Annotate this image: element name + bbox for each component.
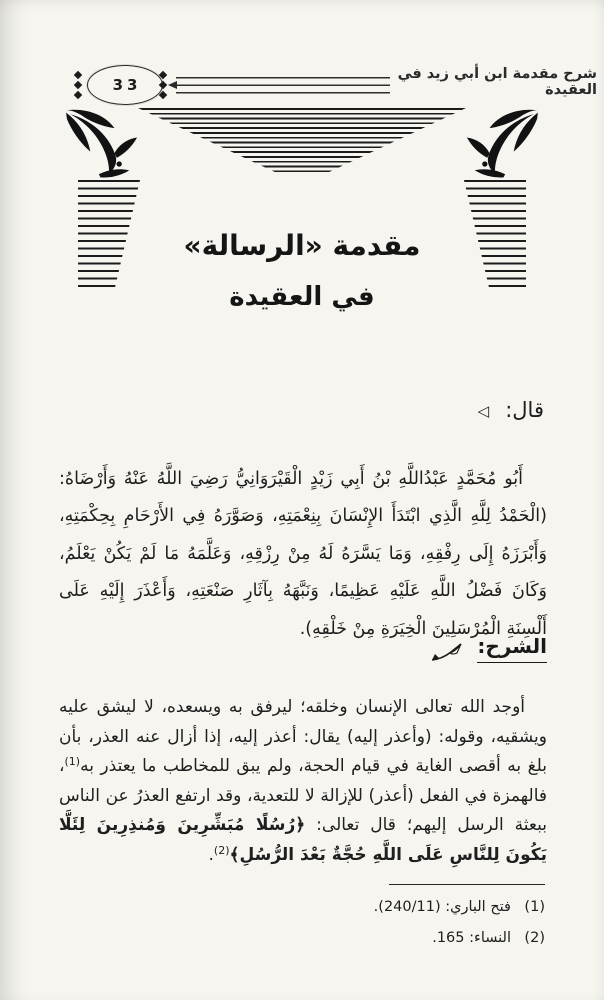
diamond-ornament-right xyxy=(160,72,166,98)
left-triangle-bullet-icon: ◁ xyxy=(477,402,490,420)
chapter-title xyxy=(0,220,604,322)
footnotes xyxy=(59,892,545,954)
running-header-book-title: شرح مقدمة ابن أبي زيد في العقيدة xyxy=(397,66,597,98)
diamond-icon xyxy=(74,91,82,99)
diamond-icon xyxy=(159,91,167,99)
page-number-oval xyxy=(87,65,163,105)
sharh-heading xyxy=(430,634,547,663)
footnote-item xyxy=(59,892,545,923)
commentary-text-end: . xyxy=(208,844,214,865)
commentary-paragraph xyxy=(59,693,547,870)
qala-heading xyxy=(478,398,544,422)
chapter-title-line2: في العقيدة xyxy=(229,282,375,312)
page-number: 33 xyxy=(112,76,142,94)
floral-ornament-icon xyxy=(63,106,141,180)
diamond-icon xyxy=(74,71,82,79)
header-rule-lines xyxy=(176,77,390,94)
commentary-text-2: ، فالهمزة في الفعل (أعذر) للإزالة لا للتعدية، وقد ارتفع العذرُ عن الناس ببعثة الرسل إليهم؛ قال تعالى: xyxy=(59,756,547,835)
footnote-marker: (2) xyxy=(524,930,545,946)
chapter-title-line1: مقدمة «الرسالة» xyxy=(183,229,421,262)
diamond-ornament-left xyxy=(75,72,81,98)
commentary-text-1: أوجد الله تعالى الإنسان وخلقه؛ ليرفق به ويسعده، لا ليشق عليه ويشقيه، وقوله: (وأعذر إليه) يقال: أعذر إليه، إذا أزال عنه العذر، بأن بلغ به أقصى الغاية في قيام الحجة، ولم يبق للمخاطب ما يعتذر به xyxy=(59,697,547,776)
floral-ornament-icon xyxy=(463,106,541,180)
qala-label: قال: xyxy=(505,398,544,422)
pen-icon xyxy=(430,641,464,663)
footnote-separator xyxy=(389,884,545,885)
footnote-item xyxy=(59,923,545,954)
matn-paragraph: أَبُو مُحَمَّدٍ عَبْدُاللَّهِ بْنُ أَبِي زَيْدٍ الْقَيْرَوَانِيُّ رَضِيَ اللَّهُ عَنْهُ وَأَرْضَاهُ: (الْحَمْدُ لِلَّهِ الَّذِي ابْتَدَأَ الإِنْسَانَ بِنِعْمَتِهِ، وَصَوَّرَهُ فِي الأَرْحَامِ بِحِكْمَتِهِ، وَأَبْرَزَهُ إِلَى رِفْقِهِ، وَمَا يَسَّرَهُ لَهُ مِنْ رِزْقِهِ، وَعَلَّمَهُ مَا لَمْ يَكُنْ يَعْلَمُ، وَكَانَ فَضْلُ اللَّهِ عَلَيْهِ عَظِيمًا، وَنَبَّهَهُ بِآثَارِ صَنْعَتِهِ، وَأَعْذَرَ إِلَيْهِ عَلَى أَلْسِنَةِ الْمُرْسَلِينَ الْخِيَرَةِ مِنْ خَلْقِهِ). xyxy=(59,468,547,639)
footnote-text: فتح الباري: (240/11). xyxy=(373,899,511,915)
diamond-icon xyxy=(159,81,167,89)
sharh-label: الشرح: xyxy=(477,634,547,663)
quran-verse: ﴿رُسُلًا مُبَشِّرِينَ وَمُنذِرِينَ لِئَلَّا يَكُونَ لِلنَّاسِ عَلَى اللَّهِ حُجَّةٌ بَعْدَ الرُّسُلِ﴾ xyxy=(59,815,547,865)
footnote-ref-2: (2) xyxy=(213,843,230,857)
footnote-ref-1: (1) xyxy=(64,755,81,768)
footnote-marker: (1) xyxy=(524,899,545,915)
ornament-swag-lines xyxy=(138,108,466,174)
footnote-text: النساء: 165. xyxy=(432,930,511,946)
diamond-icon xyxy=(159,71,167,79)
diamond-icon xyxy=(74,81,82,89)
